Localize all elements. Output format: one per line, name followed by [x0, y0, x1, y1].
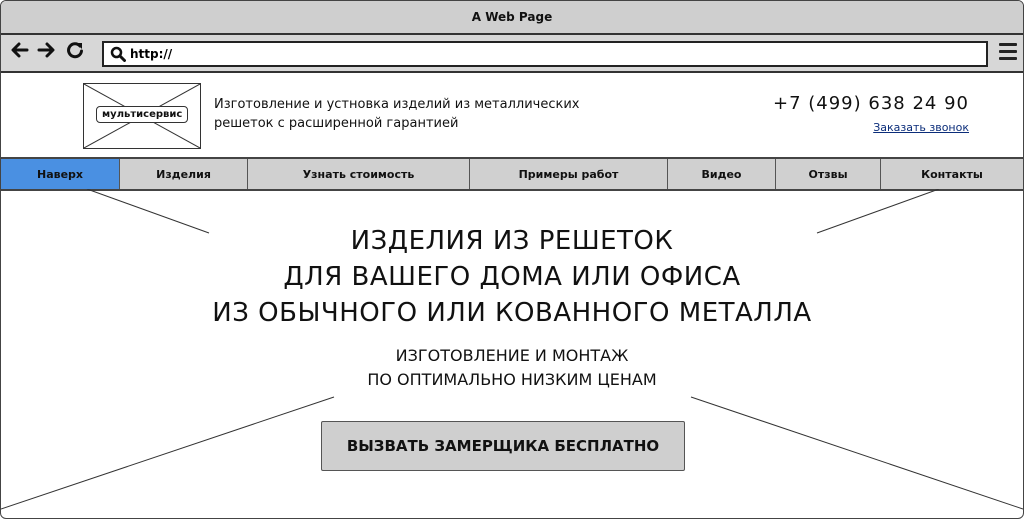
arrow-right-icon — [37, 41, 55, 59]
forward-button[interactable] — [37, 41, 55, 65]
site-header — [1, 73, 1023, 157]
url-input[interactable] — [130, 47, 930, 61]
hero-title-line1: ИЗДЕЛИЯ ИЗ РЕШЕТОК — [350, 226, 674, 256]
arrow-left-icon — [11, 41, 29, 59]
nav-item-products[interactable]: Изделия — [120, 159, 248, 189]
hero-title-line2: ДЛЯ ВАШЕГО ДОМА ИЛИ ОФИСА — [283, 262, 741, 292]
tagline-line1: Изготовление и устновка изделий из металлических — [214, 97, 580, 112]
address-bar[interactable] — [102, 41, 988, 67]
hamburger-icon[interactable] — [999, 43, 1017, 61]
reload-button[interactable] — [66, 41, 84, 65]
title-bar — [1, 1, 1023, 35]
tagline-line2: решеток с расширенной гарантией — [214, 116, 459, 131]
logo-text: мультисервис — [96, 106, 188, 123]
callback-link[interactable]: Заказать звонок — [873, 121, 969, 134]
hero-subtitle-line1: ИЗГОТОВЛЕНИЕ И МОНТАЖ — [395, 346, 629, 365]
logo[interactable] — [83, 83, 201, 149]
main-nav — [1, 157, 1023, 191]
hero-title-line3: ИЗ ОБЫЧНОГО ИЛИ КОВАННОГО МЕТАЛЛА — [212, 298, 812, 328]
nav-item-video[interactable]: Видео — [668, 159, 776, 189]
hero-title — [1, 223, 1023, 331]
phone-number: +7 (499) 638 24 90 — [773, 93, 969, 114]
nav-item-contacts[interactable]: Контакты — [921, 167, 983, 181]
call-measurer-button[interactable]: ВЫЗВАТЬ ЗАМЕРЩИКА БЕСПЛАТНО — [321, 421, 685, 471]
back-button[interactable] — [11, 41, 29, 65]
nav-item-top[interactable]: Наверх — [1, 159, 120, 189]
hero-subtitle-line2: ПО ОПТИМАЛЬНО НИЗКИМ ЦЕНАМ — [367, 370, 657, 389]
window-title: A Web Page — [471, 10, 553, 24]
nav-item-portfolio[interactable]: Примеры работ — [470, 159, 668, 189]
hero-section — [1, 189, 1023, 519]
nav-item-reviews[interactable]: Отзвы — [776, 159, 881, 189]
search-icon — [110, 46, 126, 62]
browser-toolbar — [1, 35, 1023, 73]
header-tagline — [214, 95, 634, 133]
reload-icon — [66, 41, 84, 59]
hero-subtitle — [1, 344, 1023, 392]
nav-item-price[interactable]: Узнать стоимость — [248, 159, 470, 189]
